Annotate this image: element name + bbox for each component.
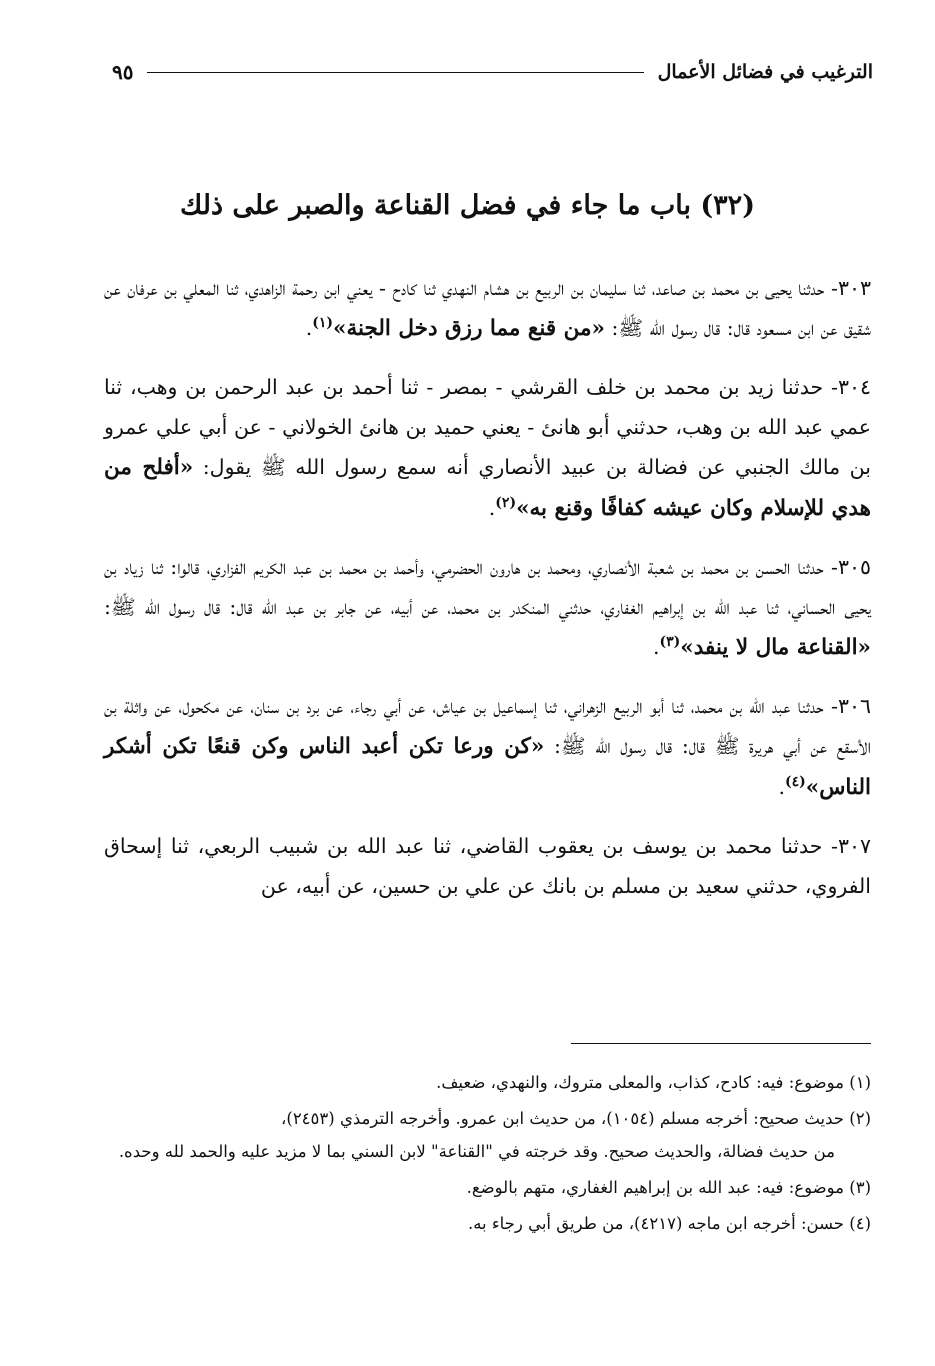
hadith-number: ٣٠٧- [831,834,871,858]
footnote-text: (٣) موضوع: فيه: عبد الله بن إبراهيم الغفاري، متهم بالوضع. [466,1178,871,1197]
footnote-1 [104,1066,871,1099]
hadith-number: ٣٠٣- [831,276,871,300]
hadith-306 [104,686,871,808]
footnotes [104,1066,871,1243]
page-number: ٩٥ [112,60,134,84]
footnote-3 [104,1171,871,1204]
hadith-number: ٣٠٤- [831,375,871,399]
main-text [104,268,871,925]
footnote-ref: (٣) [659,634,681,651]
hadith-matn: «القناعة مال لا ينفد» [680,635,871,660]
hadith-isnad: حدثنا زيد بن محمد بن خلف القرشي - بمصر - ثنا أحمد بن عبد الرحمن بن وهب، ثنا عمي عبد الله بن وهب، حدثني أبو هانئ - يعني حميد بن هانئ الخولاني - عن أبي علي عمرو بن مالك الجنبي عن فضالة بن عبيد الأنصاري أنه سمع رسول الله ﷺ يقول: [104,375,871,479]
hadith-matn: «كن ورعا تكن أعبد الناس وكن قنعًا تكن أشكر الناس» [104,734,871,800]
hadith-matn: «أفلح من هدي للإسلام وكان عيشه كفافًا وقنع به» [104,455,871,521]
running-head [112,52,873,92]
hadith-end: . [488,496,496,520]
hadith-303 [104,268,871,349]
hadith-304 [104,367,871,529]
hadith-isnad: حدثنا عبد الله بن محمد، ثنا أبو الربيع الزهراني، ثنا إسماعيل بن عياش، عن أبي رجاء، عن برد بن سنان، عن مكحول، عن واثلة بن الأسقع عن أبي هريرة ﷺ قال: قال رسول الله ﷺ: [104,694,871,758]
hadith-305 [104,547,871,668]
footnote-text: (٤) حسن: أخرجه ابن ماجه (٤٢١٧)، من طريق أبي رجاء به. [467,1214,871,1233]
hadith-end: . [652,635,660,659]
footnote-continuation: من حديث فضالة، والحديث صحيح. وقد خرجته في "القناعة" لابن السني بما لا مزيد عليه والحمد لله وحده. [118,1142,835,1161]
hadith-isnad: حدثنا يحيى بن محمد بن صاعد، ثنا سليمان بن الربيع بن هشام النهدي ثنا كادح - يعني ابن رحمة الزاهدي، ثنا المعلي بن عرفان عن شقيق عن ابن مسعود قال: قال رسول الله ﷺ: [104,276,871,340]
footnote-4 [104,1207,871,1240]
hadith-isnad: حدثنا محمد بن يوسف بن يعقوب القاضي، ثنا عبد الله بن شبيب الربعي، ثنا إسحاق الفروي، حدثني سعيد بن مسلم بن بانك عن علي بن حسين، عن أبيه، عن [104,834,871,898]
footnote-separator [571,1043,871,1044]
footnote-ref: (٤) [784,774,806,791]
hadith-number: ٣٠٦- [831,694,871,718]
hadith-matn: «من قنع مما رزق دخل الجنة» [333,316,605,341]
chapter-title: (٣٢) باب ما جاء في فضل القناعة والصبر على ذلك [180,190,755,221]
footnote-text: (٢) حديث صحيح: أخرجه مسلم (١٠٥٤)، من حديث ابن عمرو. وأخرجه الترمذي (٢٤٥٣)، [281,1109,871,1128]
hadith-end: . [305,316,313,340]
footnote-ref: (١) [312,315,334,332]
hadith-end: . [778,775,785,799]
footnote-text: (١) موضوع: فيه: كادح، كذاب، والمعلى متروك، والنهدي، ضعيف. [436,1073,871,1092]
footnote-ref: (٢) [495,495,517,512]
hadith-isnad: حدثنا الحسن بن محمد بن شعبة الأنصاري، ومحمد بن هارون الحضرمي، وأحمد بن محمد بن عبد الكريم الفزاري، قالوا: ثنا زياد بن يحيى الحساني، ثنا عبد الله بن إبراهيم الغفاري، حدثني المنكدر بن محمد، عن أبيه، عن جابر بن عبد الله قال: قال رسول الله ﷺ: [104,555,871,619]
footnote-2 [104,1102,871,1168]
header-rule [147,72,643,73]
hadith-307 [104,826,871,907]
hadith-number: ٣٠٥- [831,555,871,579]
running-title: الترغيب في فضائل الأعمال [657,61,873,83]
